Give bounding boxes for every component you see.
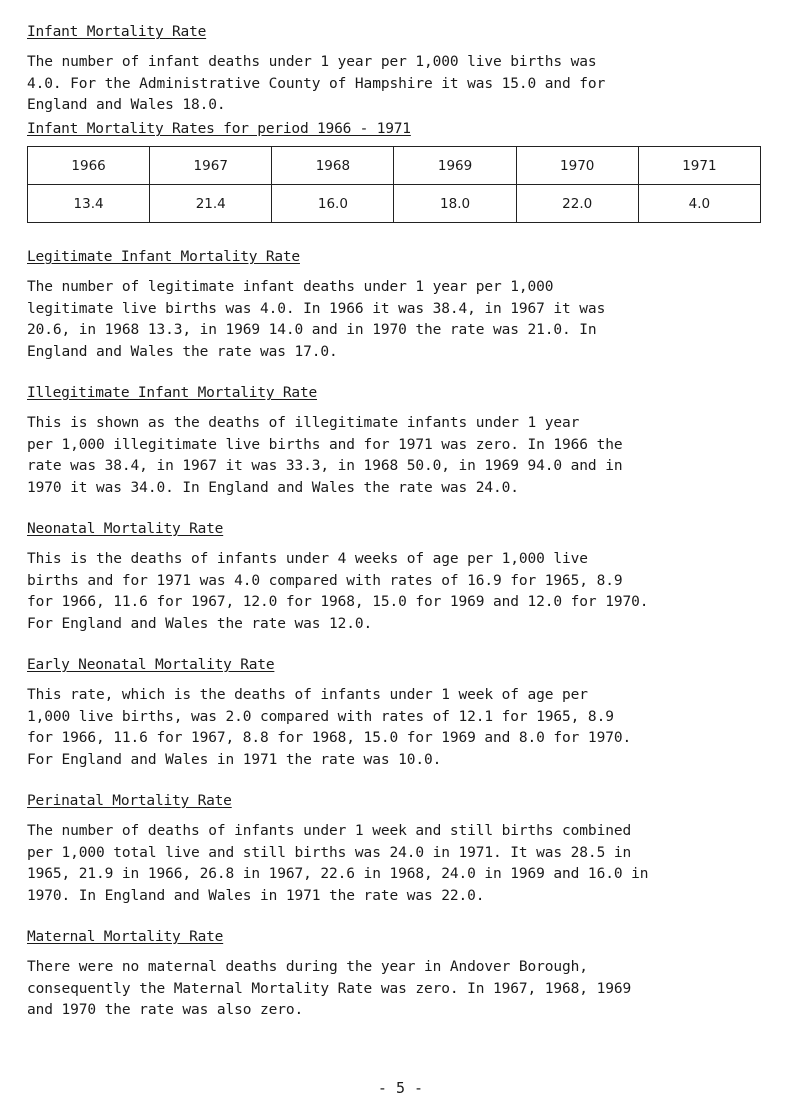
table-cell-rate: 13.4 (28, 185, 150, 223)
table-row-rates (28, 185, 761, 223)
table-cell-year: 1967 (150, 147, 272, 185)
rates-table-heading: Infant Mortality Rates for period 1966 - 1971 (27, 121, 411, 137)
table-cell-rate: 4.0 (638, 185, 760, 223)
illegitimate-mortality-paragraph: This is shown as the deaths of illegitimate infants under 1 year per 1,000 illegitimate live births and for 1971 was zero. In 1966 the rate was 38.4, in 1967 it was 33.3, in 1968 50.0, in 1969 94.0 and in 1970 it was 34.0. In England and Wales the rate was 24.0. (27, 415, 623, 496)
maternal-mortality-paragraph: There were no maternal deaths during the year in Andover Borough, consequently the Maternal Mortality Rate was zero. In 1967, 1968, 1969 and 1970 the rate was also zero. (27, 959, 632, 1018)
legitimate-mortality-heading: Legitimate Infant Mortality Rate (27, 249, 300, 265)
table-cell-year: 1970 (516, 147, 638, 185)
table-cell-rate: 21.4 (150, 185, 272, 223)
early-neonatal-mortality-paragraph: This rate, which is the deaths of infants under 1 week of age per 1,000 live births, was 2.0 compared with rates of 12.1 for 1965, 8.9 for 1966, 11.6 for 1967, 8.8 for 1968, 15.0 for 1969 and 8.0 for 1970. For England and Wales in 1971 the rate was 10.0. (27, 687, 632, 768)
table-row-years (28, 147, 761, 185)
table-cell-year: 1969 (394, 147, 516, 185)
infant-mortality-heading: Infant Mortality Rate (27, 24, 207, 40)
table-cell-rate: 22.0 (516, 185, 638, 223)
early-neonatal-mortality-heading: Early Neonatal Mortality Rate (27, 657, 275, 673)
perinatal-mortality-paragraph: The number of deaths of infants under 1 week and still births combined per 1,000 total live and still births was 24.0 in 1971. It was 28.5 in 1965, 21.9 in 1966, 26.8 in 1967, 22.6 in 1968, 24.0 in 1969 and 16.0 in 1970. In England and Wales in 1971 the rate was 22.0. (27, 823, 649, 904)
table-cell-rate: 18.0 (394, 185, 516, 223)
table-cell-year: 1971 (638, 147, 760, 185)
legitimate-mortality-paragraph: The number of legitimate infant deaths under 1 year per 1,000 legitimate live births was 4.0. In 1966 it was 38.4, in 1967 it was 20.6, in 1968 13.3, in 1969 14.0 and in 1970 the rate was 21.0. In England and Wales the rate was 17.0. (27, 279, 606, 360)
page-number: - 5 - (377, 1079, 424, 1097)
perinatal-mortality-heading: Perinatal Mortality Rate (27, 793, 232, 809)
illegitimate-mortality-heading: Illegitimate Infant Mortality Rate (27, 385, 318, 401)
maternal-mortality-heading: Maternal Mortality Rate (27, 929, 224, 945)
infant-mortality-rates-table (27, 146, 761, 223)
table-cell-rate: 16.0 (272, 185, 394, 223)
neonatal-mortality-paragraph: This is the deaths of infants under 4 weeks of age per 1,000 live births and for 1971 was 4.0 compared with rates of 16.9 for 1965, 8.9 for 1966, 11.6 for 1967, 12.0 for 1968, 15.0 for 1969 and 12.0 for 1970. For England and Wales the rate was 12.0. (27, 551, 649, 632)
infant-mortality-paragraph: The number of infant deaths under 1 year per 1,000 live births was 4.0. For the Administrative County of Hampshire it was 15.0 and for England and Wales 18.0. (27, 54, 606, 113)
neonatal-mortality-heading: Neonatal Mortality Rate (27, 521, 224, 537)
table-cell-year: 1968 (272, 147, 394, 185)
table-cell-year: 1966 (28, 147, 150, 185)
